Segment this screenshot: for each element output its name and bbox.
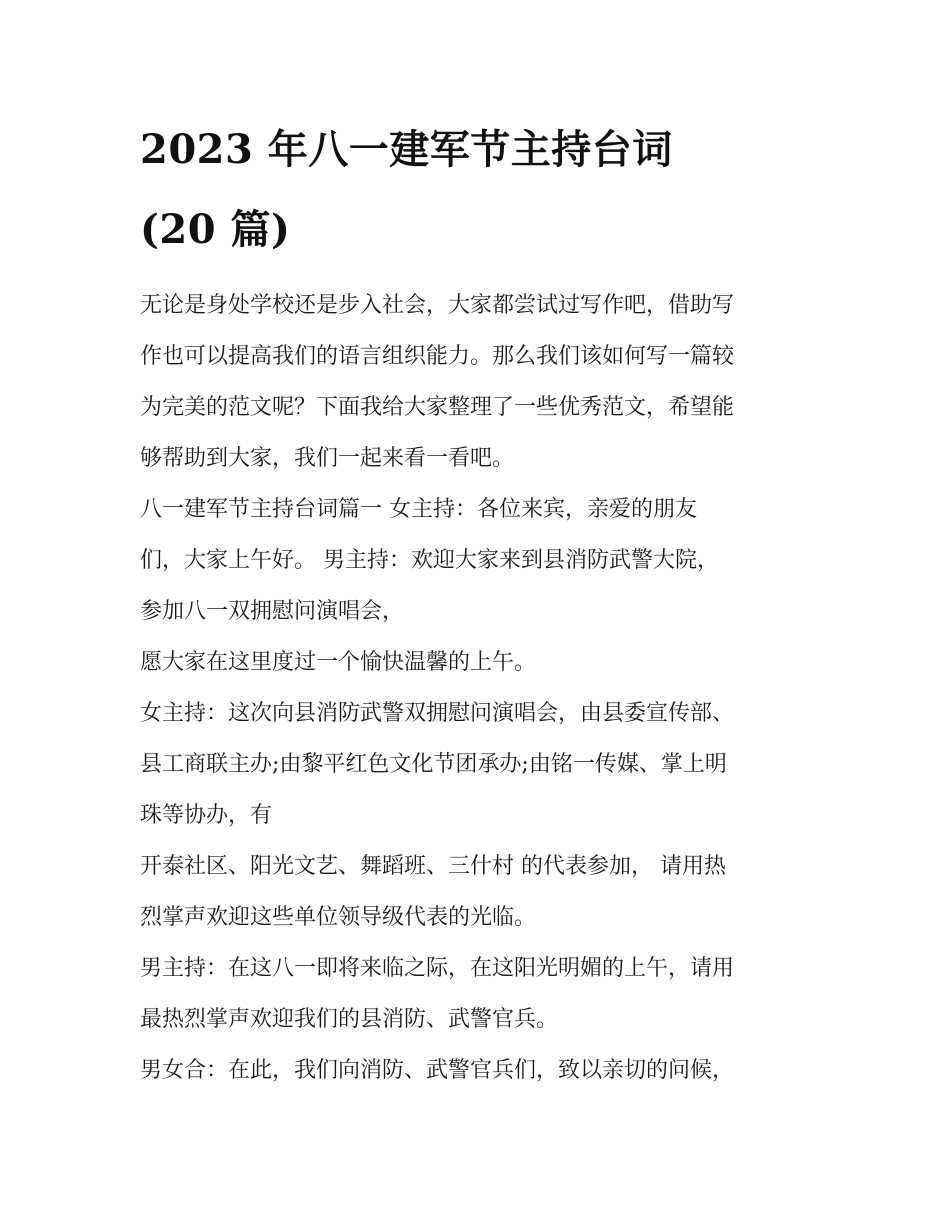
text-line: 们，大家上午好。 男主持：欢迎大家来到县消防武警大院， <box>140 548 719 573</box>
paragraph-wish <box>140 637 820 688</box>
text-line: 县工商联主办;由黎平红色文化节团承办;由铭一传媒、掌上明 <box>140 752 727 777</box>
text-line: 珠等协办，有 <box>140 803 273 828</box>
text-line: 开泰社区、阳光文艺、舞蹈班、三什村 的代表参加， 请用热 <box>140 854 726 879</box>
text-line: 最热烈掌声欢迎我们的县消防、武警官兵。 <box>140 1007 559 1032</box>
document-page <box>140 110 820 1096</box>
title-line: (20 篇) <box>140 206 291 253</box>
paragraph-organizers <box>140 688 820 841</box>
text-line: 参加八一双拥慰问演唱会， <box>140 599 405 624</box>
title-line: 2023 年八一建军节主持台词 <box>140 126 673 173</box>
text-line: 无论是身处学校还是步入社会，大家都尝试过写作吧，借助写 <box>140 293 735 318</box>
text-line: 为完美的范文呢？下面我给大家整理了一些优秀范文，希望能 <box>140 395 735 420</box>
text-line: 女主持：这次向县消防武警双拥慰问演唱会，由县委宣传部、 <box>140 701 735 726</box>
text-line: 作也可以提高我们的语言组织能力。那么我们该如何写一篇较 <box>140 344 735 369</box>
paragraph-participants <box>140 841 820 943</box>
paragraph-opening <box>140 484 820 637</box>
paragraph-welcome-officers <box>140 943 820 1045</box>
paragraph-greetings <box>140 1045 820 1096</box>
text-line: 够帮助到大家，我们一起来看一看吧。 <box>140 446 515 471</box>
document-title <box>140 110 820 270</box>
document-body <box>140 280 820 1096</box>
paragraph-intro <box>140 280 820 484</box>
text-line: 烈掌声欢迎这些单位领导级代表的光临。 <box>140 905 537 930</box>
text-line: 男主持：在这八一即将来临之际，在这阳光明媚的上午，请用 <box>140 956 735 981</box>
text-line: 八一建军节主持台词篇一 女主持：各位来宾，亲爱的朋友 <box>140 497 697 522</box>
text-line: 愿大家在这里度过一个愉快温馨的上午。 <box>140 650 537 675</box>
text-line: 男女合：在此，我们向消防、武警官兵们，致以亲切的问候， <box>140 1058 735 1083</box>
